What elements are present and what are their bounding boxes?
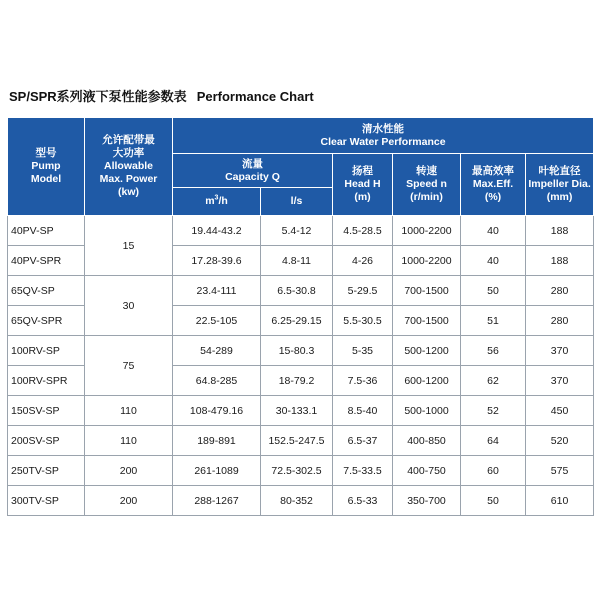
cell-dia: 520 bbox=[526, 426, 594, 456]
cell-dia: 610 bbox=[526, 486, 594, 516]
cell-eff: 52 bbox=[461, 396, 526, 426]
cell-dia: 575 bbox=[526, 456, 594, 486]
cell-q-m3h: 54-289 bbox=[173, 336, 261, 366]
table-row bbox=[8, 426, 594, 456]
cell-head: 7.5-33.5 bbox=[333, 456, 393, 486]
cell-q-m3h: 288-1267 bbox=[173, 486, 261, 516]
header-head: 扬程 Head H (m) bbox=[333, 154, 393, 216]
cell-speed: 500-1000 bbox=[393, 396, 461, 426]
cell-speed: 1000-2200 bbox=[393, 216, 461, 246]
header-eff: 最高效率 Max.Eff. (%) bbox=[461, 154, 526, 216]
table-row bbox=[8, 396, 594, 426]
cell-speed: 700-1500 bbox=[393, 276, 461, 306]
cell-q-ls: 6.25-29.15 bbox=[261, 306, 333, 336]
cell-dia: 370 bbox=[526, 366, 594, 396]
cell-eff: 62 bbox=[461, 366, 526, 396]
cell-dia: 188 bbox=[526, 216, 594, 246]
cell-eff: 40 bbox=[461, 246, 526, 276]
cell-speed: 500-1200 bbox=[393, 336, 461, 366]
cell-model: 40PV-SPR bbox=[8, 246, 85, 276]
cell-head: 6.5-37 bbox=[333, 426, 393, 456]
cell-dia: 188 bbox=[526, 246, 594, 276]
header-speed: 转速 Speed n (r/min) bbox=[393, 154, 461, 216]
cell-q-m3h: 23.4-111 bbox=[173, 276, 261, 306]
cell-q-ls: 15-80.3 bbox=[261, 336, 333, 366]
cell-dia: 280 bbox=[526, 306, 594, 336]
header-model: 型号 Pump Model bbox=[8, 118, 85, 216]
title-cn: SP/SPR系列液下泵性能参数表 bbox=[9, 89, 187, 104]
cell-dia: 450 bbox=[526, 396, 594, 426]
header-capacity: 流量 Capacity Q bbox=[173, 154, 333, 188]
cell-head: 7.5-36 bbox=[333, 366, 393, 396]
cell-q-ls: 6.5-30.8 bbox=[261, 276, 333, 306]
cell-model: 65QV-SPR bbox=[8, 306, 85, 336]
header-capacity-ls: l/s bbox=[261, 188, 333, 216]
cell-head: 5.5-30.5 bbox=[333, 306, 393, 336]
cell-speed: 700-1500 bbox=[393, 306, 461, 336]
cell-q-m3h: 19.44-43.2 bbox=[173, 216, 261, 246]
title-en: Performance Chart bbox=[196, 89, 314, 104]
cell-power: 30 bbox=[85, 276, 173, 336]
cell-model: 150SV-SP bbox=[8, 396, 85, 426]
cell-q-ls: 5.4-12 bbox=[261, 216, 333, 246]
cell-q-ls: 4.8-11 bbox=[261, 246, 333, 276]
cell-eff: 50 bbox=[461, 276, 526, 306]
page-title bbox=[9, 86, 314, 105]
cell-eff: 64 bbox=[461, 426, 526, 456]
cell-q-m3h: 17.28-39.6 bbox=[173, 246, 261, 276]
cell-dia: 280 bbox=[526, 276, 594, 306]
cell-power: 110 bbox=[85, 426, 173, 456]
cell-dia: 370 bbox=[526, 336, 594, 366]
cell-q-ls: 80-352 bbox=[261, 486, 333, 516]
cell-q-m3h: 261-1089 bbox=[173, 456, 261, 486]
cell-speed: 1000-2200 bbox=[393, 246, 461, 276]
header-capacity-m3h: $m^3/h$ bbox=[173, 188, 261, 216]
cell-power: 200 bbox=[85, 486, 173, 516]
cell-q-ls: 72.5-302.5 bbox=[261, 456, 333, 486]
cell-speed: 600-1200 bbox=[393, 366, 461, 396]
cell-speed: 400-850 bbox=[393, 426, 461, 456]
cell-model: 200SV-SP bbox=[8, 426, 85, 456]
cell-q-ls: 152.5-247.5 bbox=[261, 426, 333, 456]
cell-q-m3h: 189-891 bbox=[173, 426, 261, 456]
cell-model: 300TV-SP bbox=[8, 486, 85, 516]
cell-eff: 40 bbox=[461, 216, 526, 246]
cell-eff: 51 bbox=[461, 306, 526, 336]
cell-head: 5-35 bbox=[333, 336, 393, 366]
cell-model: 100RV-SPR bbox=[8, 366, 85, 396]
cell-eff: 50 bbox=[461, 486, 526, 516]
cell-model: 40PV-SP bbox=[8, 216, 85, 246]
cell-power: 200 bbox=[85, 456, 173, 486]
table-row bbox=[8, 216, 594, 246]
table-row bbox=[8, 456, 594, 486]
cell-speed: 350-700 bbox=[393, 486, 461, 516]
cell-speed: 400-750 bbox=[393, 456, 461, 486]
cell-power: 75 bbox=[85, 336, 173, 396]
cell-model: 100RV-SP bbox=[8, 336, 85, 366]
cell-head: 6.5-33 bbox=[333, 486, 393, 516]
header-clear-water: 清水性能 Clear Water Performance bbox=[173, 118, 594, 154]
cell-power: 15 bbox=[85, 216, 173, 276]
header-impeller: 叶轮直径 Impeller Dia. (mm) bbox=[526, 154, 594, 216]
cell-q-m3h: 22.5-105 bbox=[173, 306, 261, 336]
cell-power: 110 bbox=[85, 396, 173, 426]
cell-model: 250TV-SP bbox=[8, 456, 85, 486]
cell-q-m3h: 64.8-285 bbox=[173, 366, 261, 396]
cell-q-ls: 18-79.2 bbox=[261, 366, 333, 396]
cell-eff: 60 bbox=[461, 456, 526, 486]
header-power: 允许配带最 大功率 Allowable Max. Power (kw) bbox=[85, 118, 173, 216]
table-row bbox=[8, 486, 594, 516]
performance-table bbox=[7, 117, 594, 516]
cell-eff: 56 bbox=[461, 336, 526, 366]
table-row bbox=[8, 336, 594, 366]
table-row bbox=[8, 276, 594, 306]
cell-q-m3h: 108-479.16 bbox=[173, 396, 261, 426]
cell-head: 4-26 bbox=[333, 246, 393, 276]
cell-head: 5-29.5 bbox=[333, 276, 393, 306]
cell-model: 65QV-SP bbox=[8, 276, 85, 306]
cell-head: 4.5-28.5 bbox=[333, 216, 393, 246]
cell-q-ls: 30-133.1 bbox=[261, 396, 333, 426]
cell-head: 8.5-40 bbox=[333, 396, 393, 426]
